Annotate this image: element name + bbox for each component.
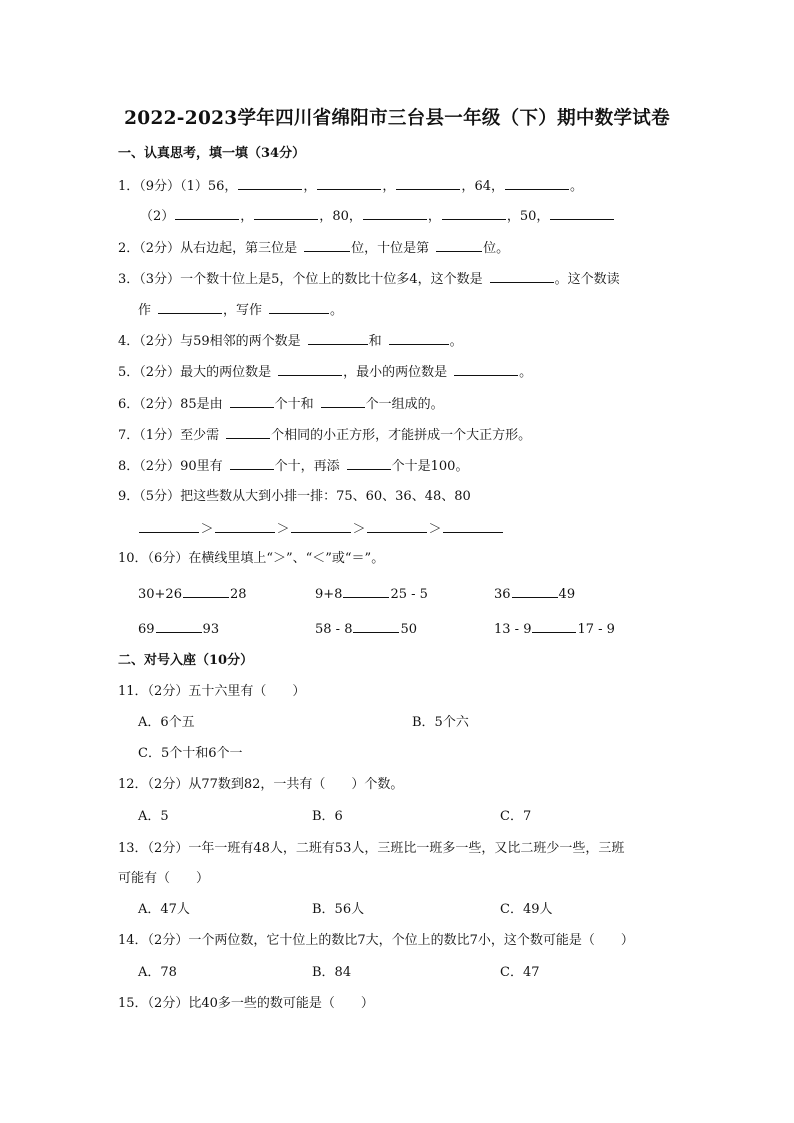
question-8	[118, 456, 468, 476]
answer-blank[interactable]	[238, 176, 302, 190]
question-points: （2分）	[147, 777, 189, 792]
option-b[interactable]: B．84	[312, 965, 352, 980]
option-b[interactable]: B．56人	[312, 902, 365, 917]
answer-blank[interactable]	[158, 300, 222, 314]
answer-blank[interactable]	[230, 394, 274, 408]
answer-blank[interactable]	[436, 238, 482, 252]
question-13-line-1	[118, 840, 624, 858]
question-1-line-1	[118, 176, 583, 196]
expression: 25 - 5	[390, 587, 428, 602]
compare-item	[315, 619, 417, 639]
question-number: 12．	[118, 777, 148, 792]
question-points: （6分）	[147, 551, 189, 566]
question-number: 11．	[118, 684, 148, 699]
answer-blank[interactable]	[304, 238, 350, 252]
question-points: （2分）	[147, 841, 189, 856]
question-text: 从右边起，第三位是	[180, 241, 298, 256]
answer-blank[interactable]	[512, 584, 558, 598]
option-c[interactable]: C．49人	[500, 902, 553, 917]
question-text: 最大的两位数是	[180, 365, 272, 380]
comma: ，	[382, 179, 396, 194]
question-2	[118, 238, 509, 258]
answer-blank[interactable]	[396, 176, 460, 190]
question-text: 与59相邻的两个数是	[180, 334, 301, 349]
question-points: （2分）	[147, 996, 189, 1011]
question-points: （2分）	[139, 334, 181, 349]
option-b[interactable]: B．5个六	[412, 715, 469, 730]
comma: ，	[427, 209, 441, 224]
expression: 28	[229, 587, 247, 602]
question-text: 一个数十位上是5，个位上的数比十位多4，这个数是	[180, 272, 483, 287]
question-number: 7．	[118, 428, 140, 443]
answer-blank[interactable]	[347, 456, 391, 470]
comma: ，	[506, 209, 520, 224]
question-number: 4．	[118, 334, 140, 349]
question-points: （1分）	[139, 428, 181, 443]
answer-blank[interactable]	[367, 519, 427, 533]
comma: ，	[461, 179, 475, 194]
given-number: 56，	[207, 179, 238, 194]
question-number: 8．	[118, 459, 140, 474]
answer-blank[interactable]	[343, 584, 389, 598]
greater-than-sign: ＞	[428, 522, 442, 537]
question-text: 从77数到82，一共有（ ）个数。	[188, 777, 404, 792]
compare-item	[138, 584, 247, 604]
answer-blank[interactable]	[215, 519, 275, 533]
question-text: 个十是100。	[391, 459, 469, 474]
question-text: 位。	[483, 241, 510, 256]
question-number: 14．	[118, 933, 148, 948]
answer-blank[interactable]	[353, 619, 399, 633]
expression: 17 - 9	[577, 622, 615, 637]
question-text: 在横线里填上“＞”、“＜”或“＝”。	[188, 551, 385, 566]
answer-blank[interactable]	[363, 206, 427, 220]
question-number: 3．	[118, 272, 140, 287]
answer-blank[interactable]	[317, 176, 381, 190]
question-text: 。	[449, 334, 463, 349]
question-points: （2分）	[139, 397, 181, 412]
compare-item	[138, 619, 219, 639]
answer-blank[interactable]	[291, 519, 351, 533]
answer-blank[interactable]	[454, 362, 518, 376]
question-5	[118, 362, 532, 382]
question-number: 1．	[118, 179, 140, 194]
question-points: （2分）	[147, 684, 189, 699]
question-text: 90里有	[180, 459, 223, 474]
comma: ，	[303, 179, 317, 194]
expression: 13 - 9	[494, 622, 532, 637]
answer-blank[interactable]	[321, 394, 365, 408]
answer-blank[interactable]	[442, 206, 506, 220]
question-1-line-2	[140, 206, 615, 226]
option-c[interactable]: C．7	[500, 809, 532, 824]
question-points: （2分）	[139, 365, 181, 380]
question-number: 10．	[118, 551, 148, 566]
question-number: 2．	[118, 241, 140, 256]
question-text: ，最小的两位数是	[343, 365, 448, 380]
question-text: 个十和	[274, 397, 314, 412]
question-text: 。这个数读	[554, 272, 620, 287]
question-3-line-2	[138, 300, 343, 320]
question-points: （2分）	[139, 241, 181, 256]
answer-blank[interactable]	[490, 269, 554, 283]
given-number: 64，	[474, 179, 504, 194]
question-9	[118, 488, 471, 506]
option-a[interactable]: A．47人	[138, 902, 190, 917]
option-a[interactable]: A．6个五	[138, 715, 195, 730]
question-text: 至少需	[180, 428, 220, 443]
section-heading-1: 一、认真思考，填一填（34分）	[118, 146, 306, 161]
question-4	[118, 331, 463, 351]
question-number: 15．	[118, 996, 148, 1011]
question-text: 个相同的小正方形，才能拼成一个大正方形。	[271, 428, 532, 443]
answer-blank[interactable]	[308, 331, 368, 345]
option-a[interactable]: A．78	[138, 965, 177, 980]
question-text: 把这些数从大到小排一排：75、60、36、48、80	[180, 489, 471, 504]
question-3-line-1	[118, 269, 620, 289]
page-title: 2022-2023学年四川省绵阳市三台县一年级（下）期中数学试卷	[124, 108, 670, 129]
expression: 30+26	[138, 587, 182, 602]
answer-blank[interactable]	[278, 362, 342, 376]
expression: 69	[138, 622, 155, 637]
answer-blank[interactable]	[230, 456, 274, 470]
question-points: （2分）	[139, 459, 181, 474]
question-12	[118, 776, 403, 794]
question-points: （2分）	[147, 933, 189, 948]
section-heading-2: 二、对号入座（10分）	[118, 653, 254, 668]
sub-question-label: （2）	[140, 209, 175, 224]
given-number: 50，	[519, 209, 550, 224]
question-text: 个一组成的。	[365, 397, 444, 412]
expression: 93	[202, 622, 220, 637]
question-text: 位，十位是第	[351, 241, 430, 256]
answer-blank[interactable]	[505, 176, 569, 190]
question-10	[118, 550, 384, 568]
question-text: 85是由	[180, 397, 223, 412]
question-points: （3分）	[139, 272, 181, 287]
option-c[interactable]: C．5个十和6个一	[138, 746, 243, 761]
question-text: 。	[519, 365, 533, 380]
greater-than-sign: ＞	[276, 522, 290, 537]
comma: ，	[319, 209, 333, 224]
answer-blank[interactable]	[550, 206, 614, 220]
question-text: 个十，再添	[274, 459, 340, 474]
sub-question-label: （1）	[180, 179, 208, 194]
given-number: 80，	[332, 209, 362, 224]
question-number: 5．	[118, 365, 140, 380]
expression: 50	[400, 622, 418, 637]
question-text: 。	[330, 303, 344, 318]
question-number: 9．	[118, 489, 140, 504]
expression: 58 - 8	[315, 622, 353, 637]
answer-blank[interactable]	[175, 206, 239, 220]
answer-blank[interactable]	[183, 584, 229, 598]
question-text: 一个两位数，它十位上的数比7大，个位上的数比7小，这个数可能是（ ）	[188, 933, 634, 948]
question-text: 作	[138, 303, 152, 318]
option-b[interactable]: B．6	[312, 809, 343, 824]
question-7	[118, 425, 531, 445]
answer-blank[interactable]	[443, 519, 503, 533]
answer-blank[interactable]	[269, 300, 329, 314]
greater-than-sign: ＞	[200, 522, 214, 537]
question-15	[118, 995, 374, 1013]
question-number: 6．	[118, 397, 140, 412]
answer-blank[interactable]	[226, 425, 270, 439]
option-c[interactable]: C．47	[500, 965, 540, 980]
answer-blank[interactable]	[139, 519, 199, 533]
question-text: 比40多一些的数可能是（ ）	[188, 996, 374, 1011]
question-6	[118, 394, 444, 414]
expression: 9+8	[315, 587, 343, 602]
question-text: 和	[368, 334, 382, 349]
answer-blank[interactable]	[254, 206, 318, 220]
expression: 36	[494, 587, 511, 602]
question-points: （9分）	[139, 179, 181, 194]
answer-blank[interactable]	[389, 331, 449, 345]
question-points: （5分）	[139, 489, 181, 504]
expression: 49	[558, 587, 576, 602]
compare-item	[315, 584, 428, 604]
compare-item	[494, 619, 615, 639]
question-text: 五十六里有（ ）	[188, 684, 306, 699]
answer-blank[interactable]	[156, 619, 202, 633]
question-text: ，写作	[223, 303, 263, 318]
question-text: 一年一班有48人，二班有53人，三班比一班多一些，又比二班少一些，三班	[188, 841, 625, 856]
compare-item	[494, 584, 575, 604]
question-9-answer-row	[138, 519, 504, 539]
greater-than-sign: ＞	[352, 522, 366, 537]
period: 。	[569, 179, 583, 194]
question-number: 13．	[118, 841, 148, 856]
answer-blank[interactable]	[532, 619, 576, 633]
question-11	[118, 683, 305, 701]
comma: ，	[240, 209, 254, 224]
option-a[interactable]: A．5	[138, 809, 169, 824]
question-13-line-2: 可能有（ ）	[118, 871, 210, 886]
question-14	[118, 932, 634, 950]
